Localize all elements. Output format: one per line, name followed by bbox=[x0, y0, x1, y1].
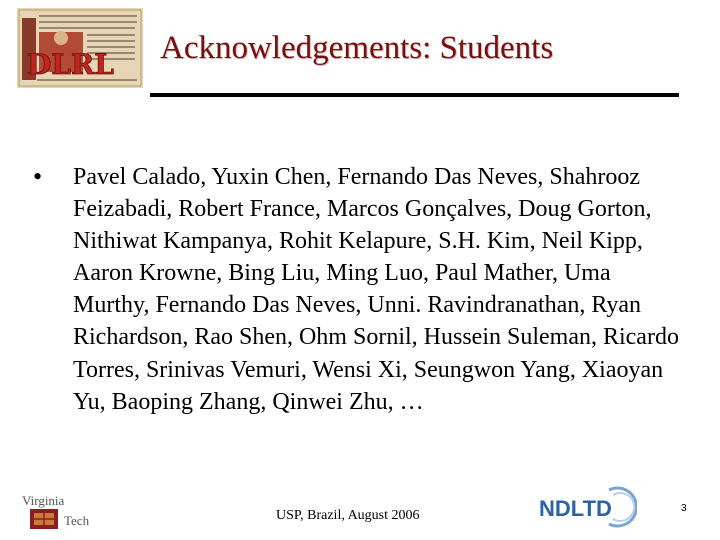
title-divider bbox=[150, 93, 679, 97]
dlrl-logo-text: DLRL bbox=[27, 48, 114, 81]
ndltd-logo bbox=[537, 486, 637, 528]
page-number: 3 bbox=[681, 503, 687, 514]
bullet-text: Pavel Calado, Yuxin Chen, Fernando Das Neves, Shahrooz Feizabadi, Robert France, Marcos Gonçalves, Doug Gorton, Nithiwat Kampanya, Rohit Kelapure, S.H. Kim, Neil Kipp, Aaron Krowne, Bing Liu, Ming Luo, Paul Mather, Uma Murthy, Fernando Das Neves, Unni. Ravindranathan, Ryan Richardson, Rao Shen, Ohm Sornil, Hussein Suleman, Ricardo Torres, Srinivas Vemuri, Wensi Xi, Seungwon Yang, Xiaoyan Yu, Baoping Zhang, Qinwei Zhu, … bbox=[73, 164, 679, 415]
dlrl-logo bbox=[17, 8, 143, 88]
ndltd-logo-text: NDLTD bbox=[539, 496, 612, 521]
vt-logo-line2: Tech bbox=[64, 513, 90, 528]
virginia-tech-logo bbox=[20, 492, 110, 534]
footer-text: USP, Brazil, August 2006 bbox=[276, 508, 420, 523]
bullet-icon: • bbox=[33, 162, 43, 191]
vt-logo-line1: Virginia bbox=[22, 493, 65, 508]
slide-title: Acknowledgements: Students bbox=[160, 30, 554, 66]
